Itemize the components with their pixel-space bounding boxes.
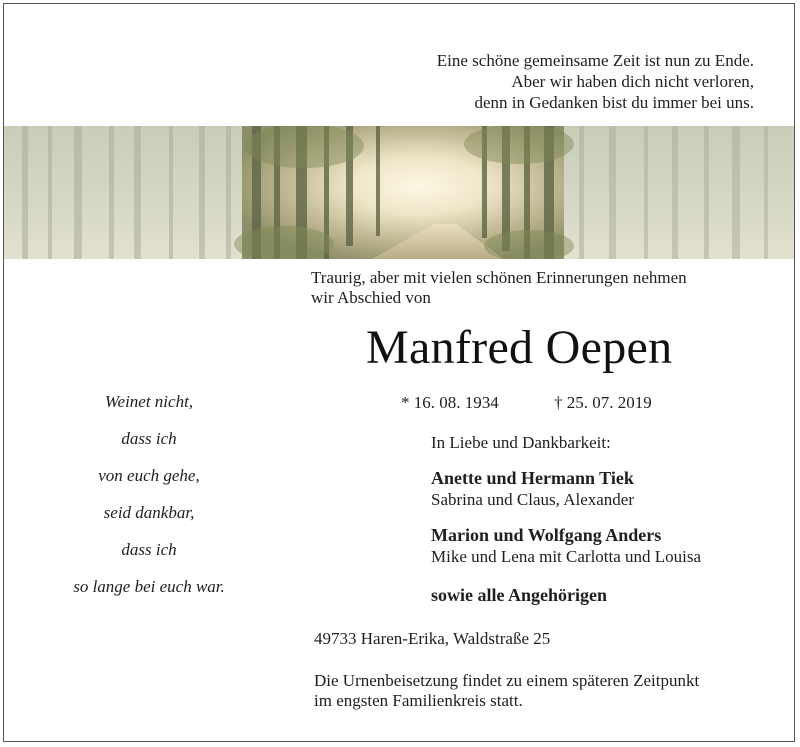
burial-notice (314, 671, 699, 711)
poem-line: dass ich (121, 540, 177, 559)
family-members: Mike und Lena mit Carlotta und Louisa (431, 547, 702, 566)
mourning-text (311, 268, 687, 308)
mourning-line: wir Abschied von (311, 288, 431, 307)
forest-banner-image (4, 126, 794, 259)
intro-line: denn in Gedanken bist du immer bei uns. (474, 93, 754, 112)
family-group (431, 467, 634, 510)
poem (44, 390, 254, 612)
notice-line: Die Urnenbeisetzung findet zu einem späteren Zeitpunkt (314, 671, 700, 690)
obituary-frame (3, 3, 795, 742)
death-date: † 25. 07. 2019 (554, 393, 652, 412)
intro-line: Eine schöne gemeinsame Zeit ist nun zu Ende. (436, 51, 754, 70)
poem-line: dass ich (121, 429, 177, 448)
birth-date: * 16. 08. 1934 (401, 393, 499, 412)
deceased-name: Manfred Oepen (366, 321, 673, 374)
forest-banner-svg (4, 126, 794, 259)
poem-line: seid dankbar, (103, 503, 195, 522)
family-main-name: Anette und Hermann Tiek (431, 468, 634, 488)
family-group (431, 524, 701, 567)
family-members: Sabrina und Claus, Alexander (431, 490, 635, 509)
thanks-heading: In Liebe und Dankbarkeit: (431, 433, 611, 452)
mourning-line: Traurig, aber mit vielen schönen Erinnerungen nehmen (311, 268, 687, 287)
relatives-text: sowie alle Angehörigen (431, 585, 607, 605)
intro-quote (437, 50, 754, 113)
notice-line: im engsten Familienkreis statt. (314, 691, 523, 710)
address: 49733 Haren-Erika, Waldstraße 25 (314, 629, 551, 648)
poem-line: von euch gehe, (98, 466, 200, 485)
poem-line: Weinet nicht, (104, 392, 194, 411)
family-main-name: Marion und Wolfgang Anders (431, 525, 662, 545)
intro-line: Aber wir haben dich nicht verloren, (511, 72, 754, 91)
poem-line: so lange bei euch war. (73, 577, 225, 596)
